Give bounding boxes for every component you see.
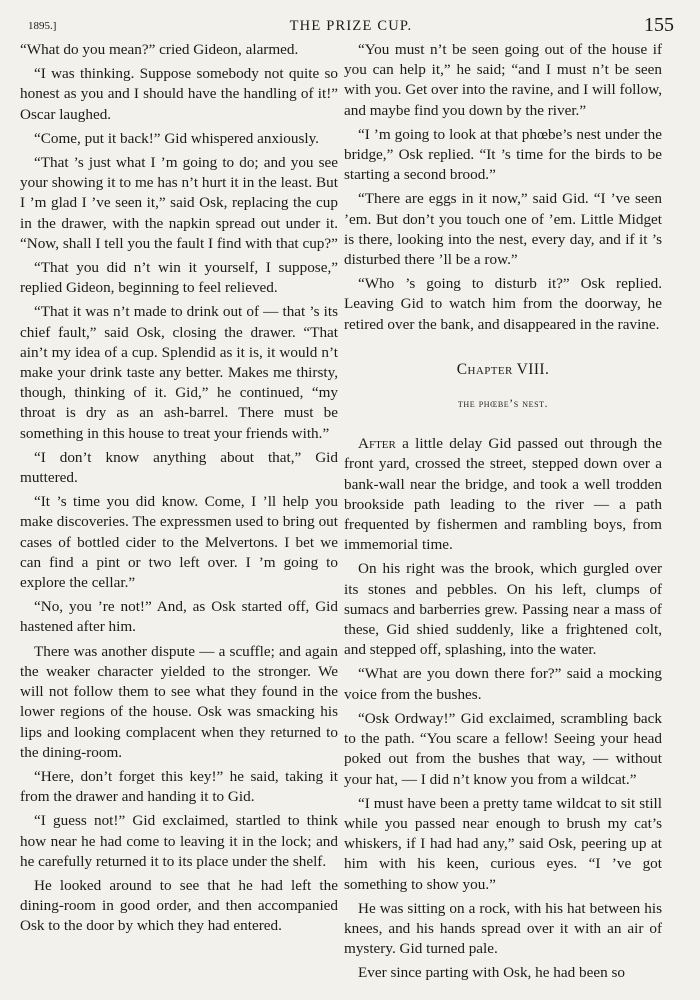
paragraph: “No, you ’re not!” And, as Osk started off, Gid hastened after him.: [20, 598, 338, 636]
paragraph: He looked around to see that he had left the dining-room in good order, and then accompanied Osk to the door by which they had entered.: [20, 876, 338, 935]
paragraph: There was another dispute — a scuffle; and again the weaker character yielded to the stronger. We will not follow them to see what they found in the lower regions of the house. Osk was smacking his lips and looking complacent when they returned to the dining-room.: [20, 642, 338, 761]
paragraph: “That ’s just what I ’m going to do; and you see your showing it to me has n’t hurt it in the least. But I ’m glad I ’ve seen it,” said Osk, replacing the cup in the drawer, with the napkin spread out under it. “Now, shall I tell you the fault I find with that cup?”: [20, 154, 338, 252]
paragraph: “What do you mean?” cried Gideon, alarmed.: [20, 41, 299, 58]
paragraph: “I ’m going to look at that phœbe’s nest under the bridge,” Osk replied. “It ’s time for the birds to be starting a second brood.”: [344, 125, 662, 184]
chapter-heading: Chapter VIII.: [456, 360, 550, 378]
paragraph: “Here, don’t forget this key!” he said, taking it from the drawer and handing it to Gid.: [20, 767, 338, 806]
paragraph: “There are eggs in it now,” said Gid. “I ’ve seen ’em. But don’t you touch one of ’em. Little Midget is there, looking into the nest, every day, and if it ’s disturbed there ’ll be a row.”: [344, 190, 662, 269]
lead-word: After: [358, 435, 396, 453]
paragraph: “Osk Ordway!” Gid exclaimed, scrambling back to the path. “You scare a fellow! Seeing your head poked out from the bushes that way, — without your hat, — I did n’t know you from a wildcat.”: [344, 709, 662, 788]
paragraph: “I must have been a pretty tame wildcat to sit still while you passed near enough to brush my cat’s whiskers, if I had had any,” said Osk, peering up at him with his keen, curious eyes. “I ’ve got something to show you.”: [344, 794, 662, 893]
left-column: [20, 40, 338, 941]
paragraph: “I was thinking. Suppose somebody not quite so honest as you and I should have the handling of it!” Oscar laughed.: [20, 65, 338, 123]
opening-text: a little delay Gid passed out through the front yard, crossed the street, stepped down over a bank-wall near the bridge, and took a well trodden brookside path leading to the river — a path frequented by fishermen and rambling boys, from immemorial time.: [344, 435, 662, 554]
running-title: THE PRIZE CUP.: [289, 18, 413, 34]
page-number: 155: [644, 14, 674, 36]
chapter-subtitle: the phœbe’s nest.: [457, 398, 549, 411]
running-head: [26, 14, 676, 40]
paragraph: “Come, put it back!” Gid whispered anxiously.: [34, 129, 319, 147]
paragraph: He was sitting on a rock, with his hat between his knees, and his hands spread over it with an air of mystery. Gid turned pale.: [344, 899, 662, 958]
paragraph: “I guess not!” Gid exclaimed, startled to think how near he had come to leaving it in the lock; and he carefully returned it to its place under the shelf.: [20, 812, 338, 870]
paragraph: “Who ’s going to disturb it?” Osk replied. Leaving Gid to watch him from the doorway, he retired over the bank, and disappeared in the ravine.: [344, 275, 662, 333]
paragraph: “What are you down there for?” said a mocking voice from the bushes.: [344, 665, 662, 703]
paragraph: “It ’s time you did know. Come, I ’ll help you make discoveries. The expressmen used to bring out cases of bottled cider to the Melvertons. I bet we can find a pint or two left over. I ’m going to explore the cellar.”: [20, 493, 338, 592]
right-column: [344, 40, 662, 988]
paragraph: “You must n’t be seen going out of the house if you can help it,” he said; “and I must n’t be seen with you. Get over into the ravine, and I will follow, and maybe find you down by the river.”: [344, 41, 662, 119]
paragraph: “I don’t know anything about that,” Gid muttered.: [20, 448, 338, 487]
chapter-opening-paragraph: [344, 434, 662, 555]
paragraph: “That it was n’t made to drink out of — that ’s its chief fault,” said Osk, closing the drawer. “That ain’t my idea of a cup. Splendid as it is, it would n’t make your drink taste any better. Makes me thirsty, though, thinking of it. Gid,” he continued, “my throat is dry as an ash-barrel. There must be something in this house to treat your friends with.”: [20, 303, 338, 442]
paragraph: Ever since parting with Osk, he had been so: [358, 964, 625, 982]
paragraph: “That you did n’t win it yourself, I suppose,” replied Gideon, beginning to feel relieved.: [20, 259, 338, 297]
paragraph: On his right was the brook, which gurgled over its stones and pebbles. On his left, clumps of sumacs and barberries grew. Passing near a mass of these, Gid shied suddenly, like a frightened colt, and stepped off, splashing, into the water.: [344, 560, 662, 659]
year-label: 1895.]: [28, 20, 57, 32]
